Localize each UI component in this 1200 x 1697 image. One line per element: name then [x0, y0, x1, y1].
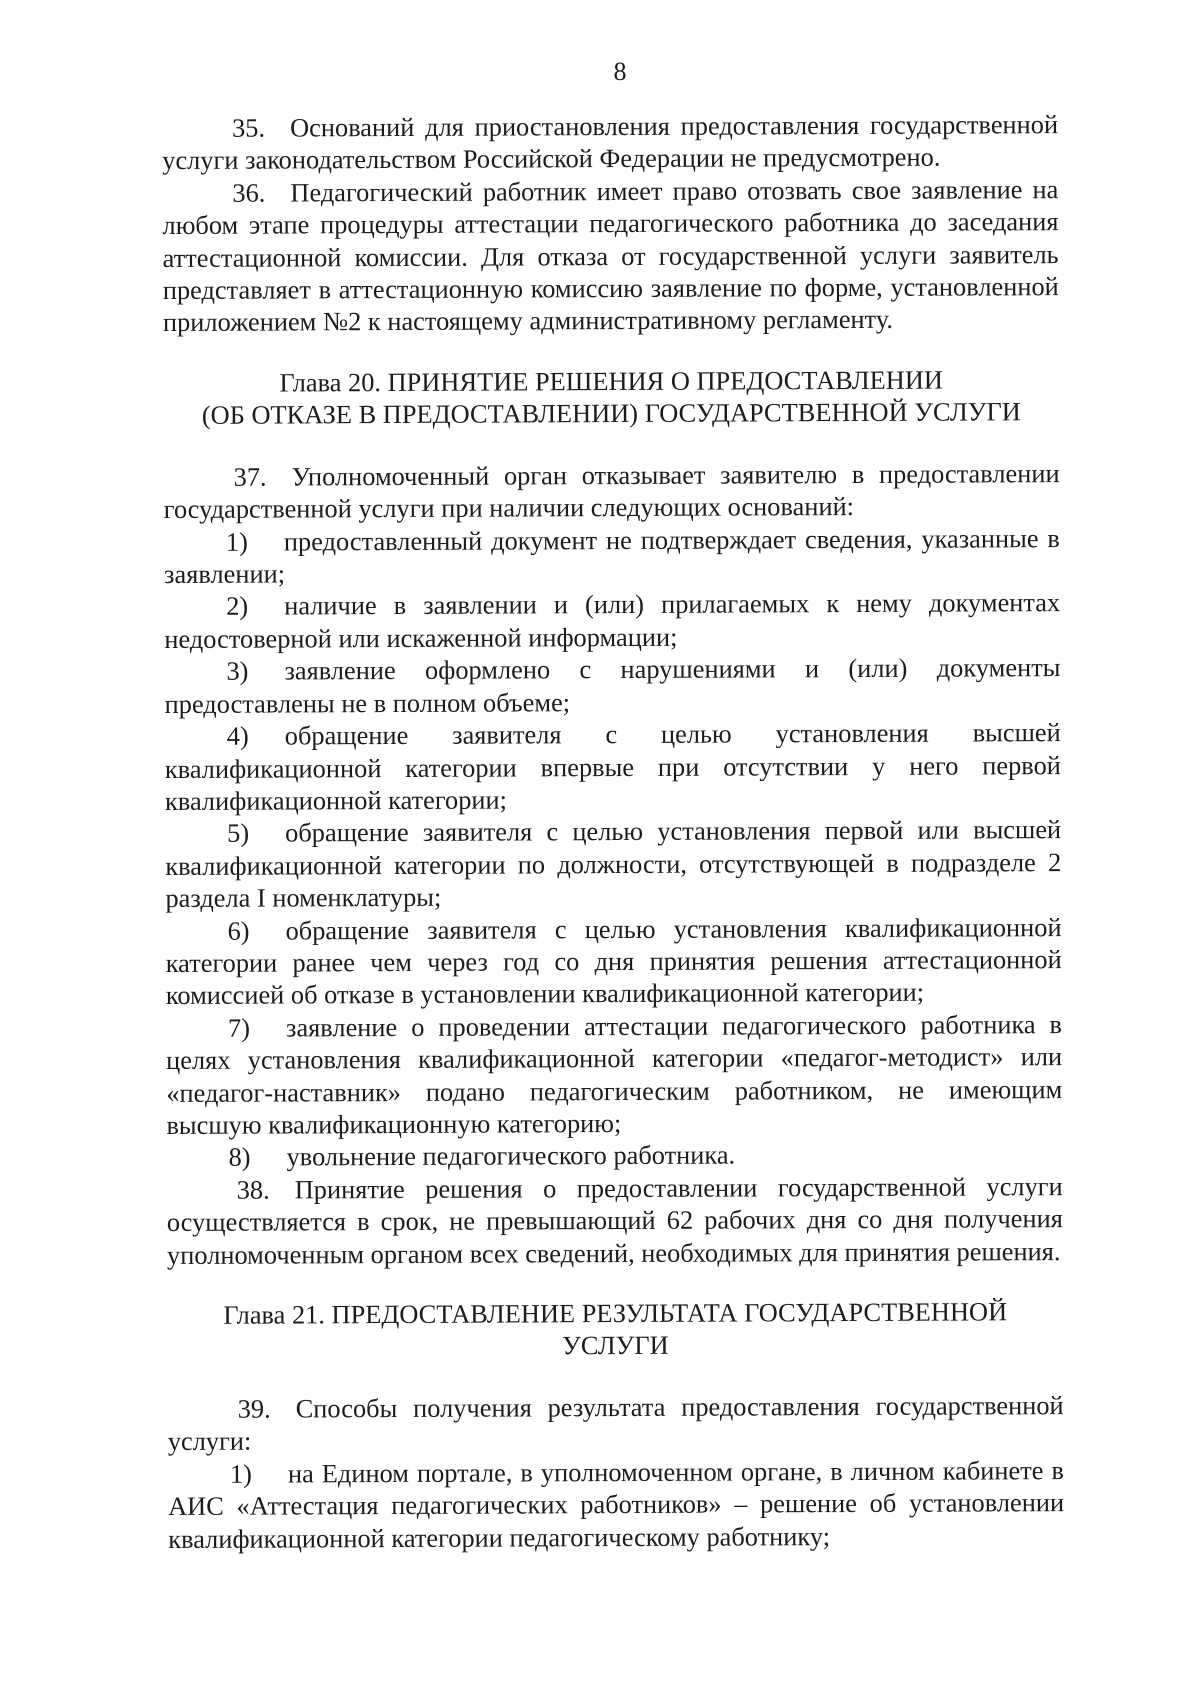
- list-item-number: 7): [227, 1012, 251, 1043]
- list-item: [164, 587, 1060, 656]
- paragraph-number: 35.: [232, 112, 266, 143]
- chapter-20-heading: [163, 363, 1059, 431]
- chapter-heading-line: УСЛУГИ: [562, 1329, 669, 1361]
- list-item-number: 2): [226, 591, 249, 622]
- paragraph-number: 36.: [232, 177, 266, 208]
- page-number: 8: [613, 57, 627, 86]
- paragraph-36: [162, 173, 1059, 339]
- paragraph-text: Принятие решения о предоставлении государственной услуги осуществляется в срок, не превышающий 62 рабочих дня со дня получения уполномоченным органом всех сведений, необходимых для принятия решения.: [166, 1170, 1063, 1270]
- list-item: [165, 716, 1061, 817]
- list-item-text: предоставленный документ не подтверждает сведения, указанные в заявлении;: [163, 522, 1060, 590]
- paragraph-38: [167, 1170, 1063, 1271]
- chapter-heading-line: Глава 21. ПРЕДОСТАВЛЕНИЕ РЕЗУЛЬТАТА ГОСУДАРСТВЕННОЙ: [223, 1296, 1008, 1330]
- chapter-heading-line: (ОБ ОТКАЗЕ В ПРЕДОСТАВЛЕНИИ) ГОСУДАРСТВЕННОЙ УСЛУГИ: [201, 396, 1021, 430]
- list-item-text: заявление оформлено с нарушениями и (или) документы предоставлены не в полном объеме;: [164, 652, 1061, 719]
- paragraph-39: [168, 1389, 1064, 1458]
- list-item-text: наличие в заявлении и (или) прилагаемых к нему документах недостоверной или искаженной информации;: [164, 587, 1061, 654]
- paragraph-35: [162, 108, 1058, 177]
- list-item: [164, 522, 1060, 591]
- list-item: [166, 1137, 1062, 1173]
- list-item: [165, 813, 1061, 914]
- list-item: [164, 651, 1060, 720]
- list-item-text: увольнение педагогического работника.: [286, 1139, 736, 1172]
- list-item: [168, 1454, 1064, 1555]
- list-item-text: обращение заявителя с целью установления высшей квалификационной категории впервые при отсутствии у него первой квалификационной категории;: [164, 717, 1061, 816]
- paragraph-text: Способы получения результата предоставления государственной услуги:: [167, 1390, 1064, 1457]
- paragraph-number: 37.: [233, 461, 267, 492]
- paragraph-number: 39.: [237, 1393, 271, 1424]
- chapter-21-heading: [167, 1295, 1063, 1363]
- paragraph-37: [164, 457, 1060, 526]
- list-item-text: заявление о проведении аттестации педагогического работника в целях установления квалификационной категории «педагог-методист» или «педагог-наставник» подано педагогическим работником, не имеющим высшую квалификационную категорию;: [166, 1008, 1063, 1140]
- paragraph-text: Уполномоченный орган отказывает заявителю в предоставлении государственной услуги при наличии следующих оснований:: [163, 457, 1060, 525]
- chapter-heading-line: Глава 20. ПРИНЯТИЕ РЕШЕНИЯ О ПРЕДОСТАВЛЕНИИ: [279, 364, 944, 398]
- list-item-text: на Едином портале, в уполномоченном органе, в личном кабинете в АИС «Аттестация педагогических работников» – решение об установлении квалификационной категории педагогическому работнику;: [168, 1454, 1065, 1554]
- list-item-number: 1): [225, 526, 248, 557]
- paragraph-number: 38.: [236, 1174, 270, 1205]
- list-item-text: обращение заявителя с целью установления квалификационной категории ранее чем через год со дня принятия решения аттестационной комиссией об отказе в установлении квалификационной категории;: [165, 911, 1062, 1011]
- list-item-number: 5): [227, 817, 250, 849]
- list-item-text: обращение заявителя с целью установления первой или высшей квалификационной категории по должности, отсутствующей в подразделе 2 раздела I номенклатуры;: [165, 814, 1062, 914]
- list-item-number: 6): [227, 915, 250, 946]
- paragraph-text: Педагогический работник имеет право отозвать свое заявление на любом этапе процедуры аттестации педагогического работника до заседания аттестационной комиссии. Для отказа от государственной услуги заявитель представляет в аттестационную комиссию заявление по форме, установленной приложением №2 к настоящему административному регламенту.: [162, 173, 1059, 338]
- list-item-number: 1): [229, 1458, 252, 1489]
- list-item-number: 4): [226, 720, 249, 751]
- document-body: [162, 108, 1064, 1555]
- list-item-number: 8): [228, 1141, 251, 1173]
- paragraph-text: Оснований для приостановления предоставления государственной услуги законодательством Российской Федерации не предусмотрено.: [162, 109, 1059, 176]
- list-item-number: 3): [226, 655, 249, 687]
- list-item: [166, 911, 1062, 1012]
- list-item: [166, 1008, 1063, 1142]
